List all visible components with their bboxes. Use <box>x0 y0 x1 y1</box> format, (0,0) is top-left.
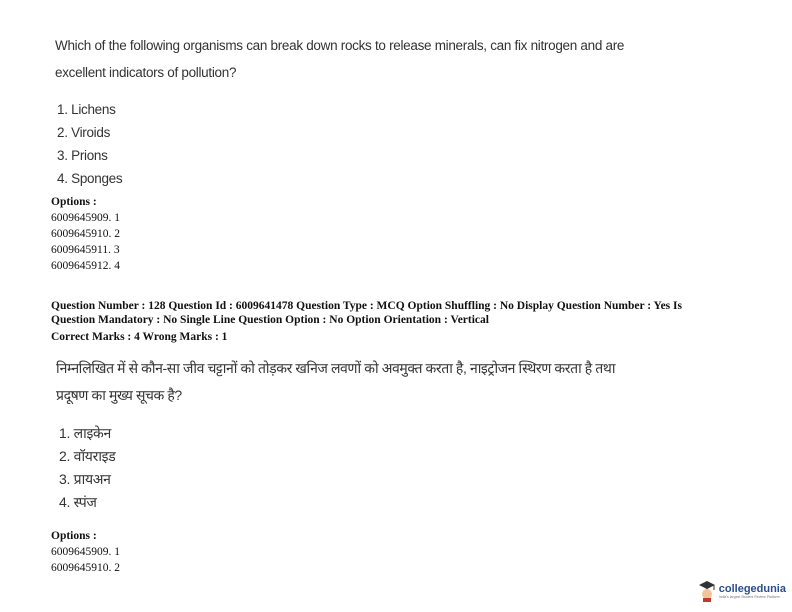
options-label: Options : <box>51 196 97 208</box>
answer-option: 1. लाइकेन <box>59 425 111 441</box>
answer-list-en <box>57 98 122 190</box>
answer-list-hi <box>59 422 115 514</box>
collegedunia-watermark <box>698 580 786 602</box>
options-block <box>51 194 120 274</box>
option-id: 6009645910. 2 <box>51 562 120 574</box>
question-line-1: निम्नलिखित में से कौन-सा जीव चट्टानों को तोड़कर खनिज लवणों को अवमुक्त करता है, नाइट्रोजन स्थिरण करता है तथा <box>56 360 616 376</box>
marks-line: Correct Marks : 4 Wrong Marks : 1 <box>51 331 228 343</box>
question-line-2: प्रदूषण का मुख्य सूचक है? <box>56 387 182 403</box>
option-id: 6009645909. 1 <box>51 546 120 558</box>
question-text-en <box>55 34 624 85</box>
answer-option: 4. स्पंज <box>59 494 97 510</box>
question-line-1: Which of the following organisms can break down rocks to release minerals, can fix nitrogen and are <box>55 38 625 53</box>
option-id: 6009645909. 1 <box>51 212 120 224</box>
answer-option: 3. Prions <box>57 148 108 163</box>
options-label: Options : <box>51 530 97 542</box>
question-line-2: excellent indicators of pollution? <box>55 65 237 80</box>
brand-name: collegedunia <box>718 582 786 595</box>
question-meta-line-2: Question Mandatory : No Single Line Question Option : No Option Orientation : Vertical <box>51 314 489 326</box>
answer-option: 2. वॉयराइड <box>59 448 116 464</box>
answer-option: 1. Lichens <box>57 102 116 117</box>
option-id: 6009645912. 4 <box>51 260 120 272</box>
question-text-hi <box>56 356 615 408</box>
question-meta <box>51 299 682 344</box>
question-meta-line-1: Question Number : 128 Question Id : 6009641478 Question Type : MCQ Option Shuffling : No Display Question Number : Yes Is <box>51 300 682 312</box>
option-id: 6009645911. 3 <box>51 244 120 256</box>
option-id: 6009645910. 2 <box>51 228 120 240</box>
brand-tagline: India's largest Student Review Platform <box>718 594 780 599</box>
answer-option: 2. Viroids <box>57 125 111 140</box>
answer-option: 3. प्रायअन <box>59 471 111 487</box>
graduate-cap-icon <box>698 580 716 602</box>
answer-option: 4. Sponges <box>57 171 123 186</box>
options-block <box>51 528 120 576</box>
